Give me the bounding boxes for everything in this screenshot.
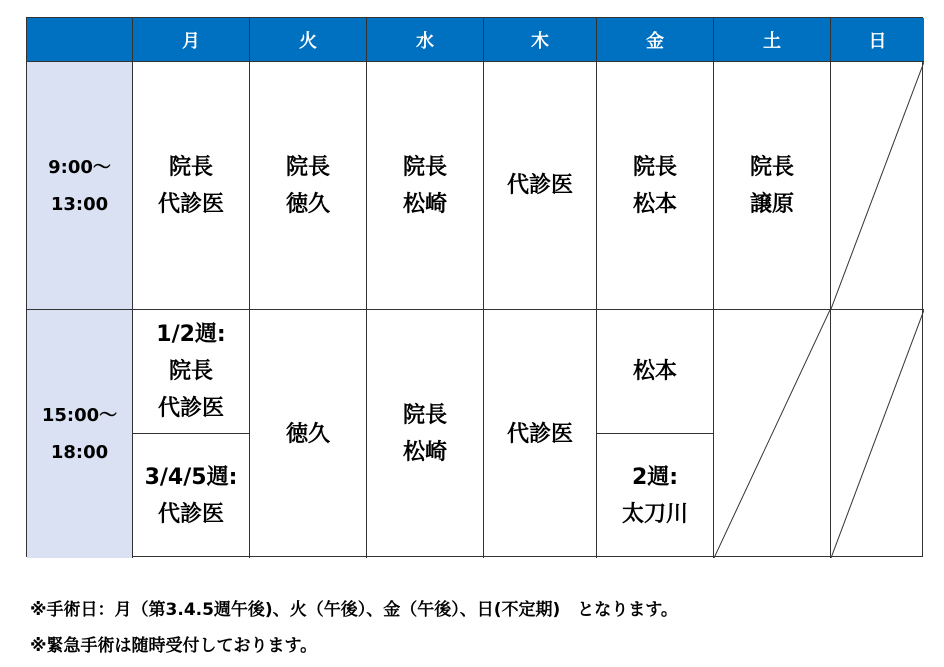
morning-wed-line2: 松崎 xyxy=(402,191,447,217)
afternoon-mon-bottom-line1: 3/4/5週: xyxy=(144,465,238,490)
morning-thu-line1: 代診医 xyxy=(506,173,573,198)
afternoon-fri-bottom-line2: 太刀川 xyxy=(621,502,688,527)
morning-tue-line1: 院長 xyxy=(285,154,330,180)
afternoon-fri-top xyxy=(597,310,714,434)
morning-mon-line2: 代診医 xyxy=(157,191,224,217)
afternoon-mon-bottom-line2: 代診医 xyxy=(157,502,224,527)
header-tue: 火 xyxy=(250,18,367,62)
schedule-table xyxy=(26,17,923,557)
closed-slash-icon xyxy=(831,310,924,558)
afternoon-mon-top-line2: 院長 xyxy=(168,359,213,384)
header-thu: 木 xyxy=(484,18,597,62)
time-afternoon xyxy=(27,310,133,558)
time-morning-end: 13:00 xyxy=(50,193,109,215)
morning-fri xyxy=(597,62,714,310)
afternoon-wed xyxy=(367,310,484,558)
header-wed: 水 xyxy=(367,18,484,62)
afternoon-sun-closed xyxy=(831,310,924,558)
afternoon-thu xyxy=(484,310,597,558)
morning-sun-closed xyxy=(831,62,924,310)
afternoon-wed-line2: 松崎 xyxy=(402,440,447,465)
morning-sat-line2: 譲原 xyxy=(749,191,794,217)
time-afternoon-start: 15:00～ xyxy=(41,405,118,426)
header-sun: 日 xyxy=(831,18,924,62)
footnotes xyxy=(30,592,678,664)
morning-wed xyxy=(367,62,484,310)
time-morning-start: 9:00～ xyxy=(48,156,111,178)
afternoon-thu-line1: 代診医 xyxy=(506,421,573,447)
afternoon-sat-closed xyxy=(714,310,831,558)
morning-mon-line1: 院長 xyxy=(168,154,213,180)
header-sat: 土 xyxy=(714,18,831,62)
header-corner xyxy=(27,18,133,62)
morning-tue-line2: 徳久 xyxy=(285,191,330,217)
morning-fri-line1: 院長 xyxy=(632,154,677,180)
header-mon: 月 xyxy=(133,18,250,62)
morning-tue xyxy=(250,62,367,310)
morning-mon xyxy=(133,62,250,310)
afternoon-mon-top-line1: 1/2週: xyxy=(156,322,226,347)
afternoon-wed-line1: 院長 xyxy=(402,403,447,428)
afternoon-tue-line1: 徳久 xyxy=(285,421,330,447)
morning-thu xyxy=(484,62,597,310)
morning-fri-line2: 松本 xyxy=(632,191,677,217)
afternoon-mon-top-line3: 代診医 xyxy=(157,396,224,421)
afternoon-mon-bottom xyxy=(133,434,250,558)
time-morning xyxy=(27,62,133,310)
morning-sat-line1: 院長 xyxy=(749,154,794,180)
morning-wed-line1: 院長 xyxy=(402,154,447,180)
afternoon-fri-top-line1: 松本 xyxy=(632,359,677,384)
afternoon-fri-bottom-line1: 2週: xyxy=(631,465,679,490)
afternoon-tue xyxy=(250,310,367,558)
afternoon-fri-bottom xyxy=(597,434,714,558)
morning-sat xyxy=(714,62,831,310)
closed-slash-icon xyxy=(831,62,924,309)
footnote-emergency: ※緊急手術は随時受付しております。 xyxy=(30,636,318,656)
closed-slash-icon xyxy=(714,310,830,558)
afternoon-mon-top xyxy=(133,310,250,434)
header-fri: 金 xyxy=(597,18,714,62)
time-afternoon-end: 18:00 xyxy=(50,442,109,463)
footnote-surgery-days: ※手術日：月（第3.4.5週午後)、火（午後）、金（午後）、日(不定期) となります。 xyxy=(30,600,678,620)
